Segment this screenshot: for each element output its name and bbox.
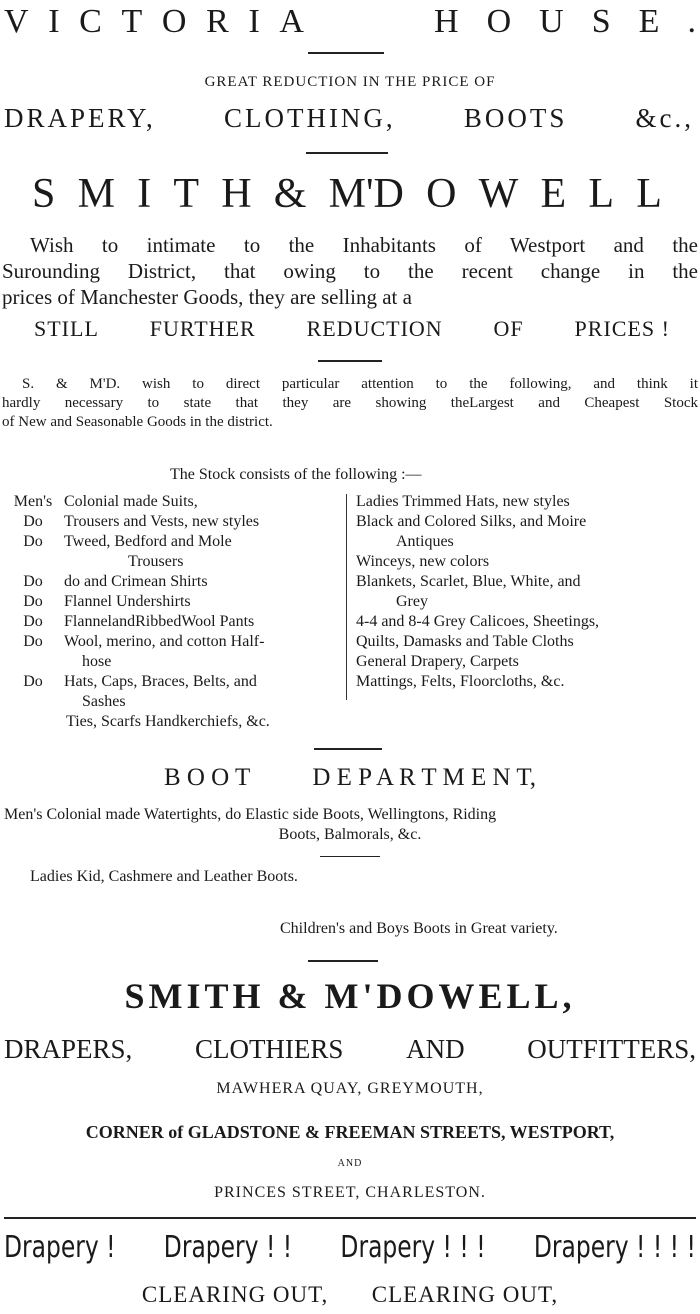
stock-text: Sashes	[82, 693, 126, 710]
divider	[308, 960, 378, 962]
firm-name-letter: I	[137, 171, 152, 217]
stock-item: Mattings, Felts, Floorcloths, &c.	[356, 673, 565, 690]
firm-name-letter: O	[426, 171, 457, 217]
headline	[4, 2, 696, 42]
stock-prefix	[2, 652, 64, 672]
stock-item: Winceys, new colors	[356, 553, 490, 570]
children-boots: Children's and Boys Boots in Great variety.	[280, 920, 558, 937]
and-word: AND	[337, 1158, 363, 1169]
address-line: MAWHERA QUAY, GREYMOUTH,	[216, 1080, 484, 1097]
drapery-word: &c.,	[635, 103, 694, 133]
trade-word: CLOTHIERS	[194, 1034, 344, 1064]
trades-line	[4, 1034, 696, 1065]
stock-text: Flannel Undershirts	[64, 593, 191, 610]
stock-item: Black and Colored Silks, and Moire	[356, 513, 587, 530]
drapery-word: DRAPERY,	[4, 103, 156, 133]
drapery-word: CLOTHING,	[223, 103, 396, 133]
firm-name-bold: SMITH & M'DOWELL,	[124, 976, 576, 1016]
intro-line: Wish to intimate to the Inhabitants of Westport and the	[30, 233, 698, 257]
stock-item	[2, 552, 342, 572]
attention-line: of New and Seasonable Goods in the district.	[2, 414, 273, 430]
stock-item	[2, 652, 342, 672]
stock-prefix: Do	[23, 533, 43, 550]
headline-letter: I	[248, 3, 260, 40]
stock-text: Tweed, Bedford and Mole	[64, 533, 232, 550]
stock-prefix: Do	[23, 673, 43, 690]
headline-letter: V	[4, 3, 29, 40]
further-word: FURTHER	[149, 316, 256, 341]
stock-item: Ladies Trimmed Hats, new styles	[356, 493, 570, 510]
address-line: CORNER of GLADSTONE & FREEMAN STREETS, WESTPORT,	[85, 1122, 615, 1142]
stock-item	[2, 692, 342, 712]
further-reduction-line	[34, 316, 670, 342]
stock-item	[2, 592, 342, 612]
stock-list-right	[356, 492, 698, 692]
stock-prefix: Do	[23, 573, 43, 590]
stock-prefix: Do	[23, 513, 43, 530]
clearing-out: CLEARING OUT,	[141, 1282, 329, 1307]
headline-letter: T	[121, 3, 143, 40]
further-word: PRICES !	[574, 316, 670, 341]
boot-heading	[0, 764, 700, 792]
headline-letter: I	[48, 3, 60, 40]
section-divider	[4, 1217, 696, 1219]
trade-word: DRAPERS,	[4, 1034, 133, 1064]
stock-item: Blankets, Scarlet, Blue, White, and	[356, 573, 581, 590]
boot-heading-part: D E P A R T M E N T,	[312, 764, 537, 791]
address-line: PRINCES STREET, CHARLESTON.	[214, 1184, 486, 1201]
stock-prefix	[2, 692, 64, 712]
drapery-banner-word: Drapery ! !	[163, 1230, 293, 1265]
attention-paragraph	[2, 375, 698, 432]
drapery-line	[4, 103, 694, 134]
intro-line: prices of Manchester Goods, they are selling at a	[2, 285, 412, 309]
stock-text: Ties, Scarfs Handkerchiefs, &c.	[66, 713, 270, 730]
attention-line: S. & M'D. wish to direct particular attention to the following, and think it	[22, 376, 698, 392]
stock-text: FlannelandRibbedWool Pants	[64, 613, 255, 630]
further-word: STILL	[34, 316, 99, 341]
boot-line: Boots, Balmorals, &c.	[278, 826, 422, 843]
firm-name-letter: T	[173, 171, 199, 217]
stock-item	[2, 572, 342, 592]
intro-line: Surounding District, that owing to the recent change in the	[2, 259, 698, 283]
headline-letter: O	[161, 3, 187, 40]
stock-text: hose	[82, 653, 112, 670]
stock-prefix: Men's	[13, 493, 53, 510]
further-word: REDUCTION	[306, 316, 443, 341]
firm-name-letter: &	[273, 171, 307, 217]
firm-name-letter: S	[32, 171, 56, 217]
headline-letter: C	[79, 3, 102, 40]
attention-line: hardly necessary to state that they are showing theLargest and Cheapest Stock	[2, 395, 698, 411]
divider	[320, 856, 380, 857]
stock-item: General Drapery, Carpets	[356, 653, 519, 670]
headline-letter: O	[486, 3, 512, 40]
divider	[308, 52, 384, 54]
drapery-banner-word: Drapery !	[4, 1230, 116, 1265]
stock-text: Hats, Caps, Braces, Belts, and	[64, 673, 257, 690]
headline-victoria	[4, 2, 304, 42]
boot-line: Men's Colonial made Watertights, do Elastic side Boots, Wellingtons, Riding	[4, 806, 497, 823]
stock-text: Colonial made Suits,	[64, 493, 198, 510]
stock-item	[2, 612, 342, 632]
drapery-banner-word: Drapery ! ! ! !	[533, 1230, 696, 1265]
firm-name-letter: L	[636, 171, 662, 217]
stock-item: Grey	[396, 593, 428, 610]
firm-name	[32, 170, 662, 218]
firm-name-letter: M	[77, 171, 115, 217]
stock-text: do and Crimean Shirts	[64, 573, 208, 590]
ladies-boots: Ladies Kid, Cashmere and Leather Boots.	[30, 868, 298, 885]
boot-heading-part: B O O T	[163, 764, 250, 791]
stock-text: Trousers	[128, 553, 184, 570]
stock-item: Quilts, Damasks and Table Cloths	[356, 633, 574, 650]
stock-item: Antiques	[396, 533, 454, 550]
divider	[306, 152, 388, 154]
stock-item	[2, 512, 342, 532]
stock-item: 4-4 and 8-4 Grey Calicoes, Sheetings,	[356, 613, 600, 630]
firm-name-letter: L	[588, 171, 614, 217]
firm-name-letter: M'D	[328, 171, 404, 217]
headline-letter: .	[687, 3, 696, 40]
divider	[314, 748, 382, 750]
drapery-banner-word: Drapery ! ! !	[340, 1230, 486, 1265]
clearing-out: CLEARING OUT,	[371, 1282, 559, 1307]
trade-word: AND	[406, 1034, 465, 1064]
headline-letter: E	[638, 3, 660, 40]
stock-prefix: Do	[23, 633, 43, 650]
reduction-line: GREAT REDUCTION IN THE PRICE OF	[204, 74, 496, 90]
headline-letter: U	[539, 3, 564, 40]
headline-letter: A	[279, 3, 304, 40]
stock-prefix	[2, 552, 64, 572]
headline-letter: H	[434, 3, 459, 40]
stock-prefix: Do	[23, 613, 43, 630]
stock-item	[2, 532, 342, 552]
stock-text: Wool, merino, and cotton Half-	[64, 633, 265, 650]
intro-paragraph	[2, 232, 698, 310]
headline-house	[434, 2, 696, 42]
clearing-line	[0, 1282, 700, 1308]
stock-item	[2, 672, 342, 692]
stock-heading: The Stock consists of the following :—	[170, 466, 422, 483]
trade-word: OUTFITTERS,	[527, 1034, 696, 1064]
further-word: OF	[493, 316, 524, 341]
stock-list-left	[2, 492, 342, 732]
headline-letter: R	[206, 3, 229, 40]
headline-letter: S	[591, 3, 611, 40]
column-divider	[346, 494, 347, 700]
stock-item	[2, 632, 342, 652]
firm-name-letter: H	[221, 171, 252, 217]
divider	[318, 360, 382, 362]
stock-prefix: Do	[23, 593, 43, 610]
stock-prefix	[2, 712, 66, 732]
drapery-banner	[4, 1230, 696, 1265]
stock-text: Trousers and Vests, new styles	[64, 513, 260, 530]
stock-item	[2, 712, 342, 732]
firm-name-letter: E	[540, 171, 567, 217]
drapery-word: BOOTS	[463, 103, 568, 133]
stock-item	[2, 492, 342, 512]
firm-name-letter: W	[478, 171, 519, 217]
